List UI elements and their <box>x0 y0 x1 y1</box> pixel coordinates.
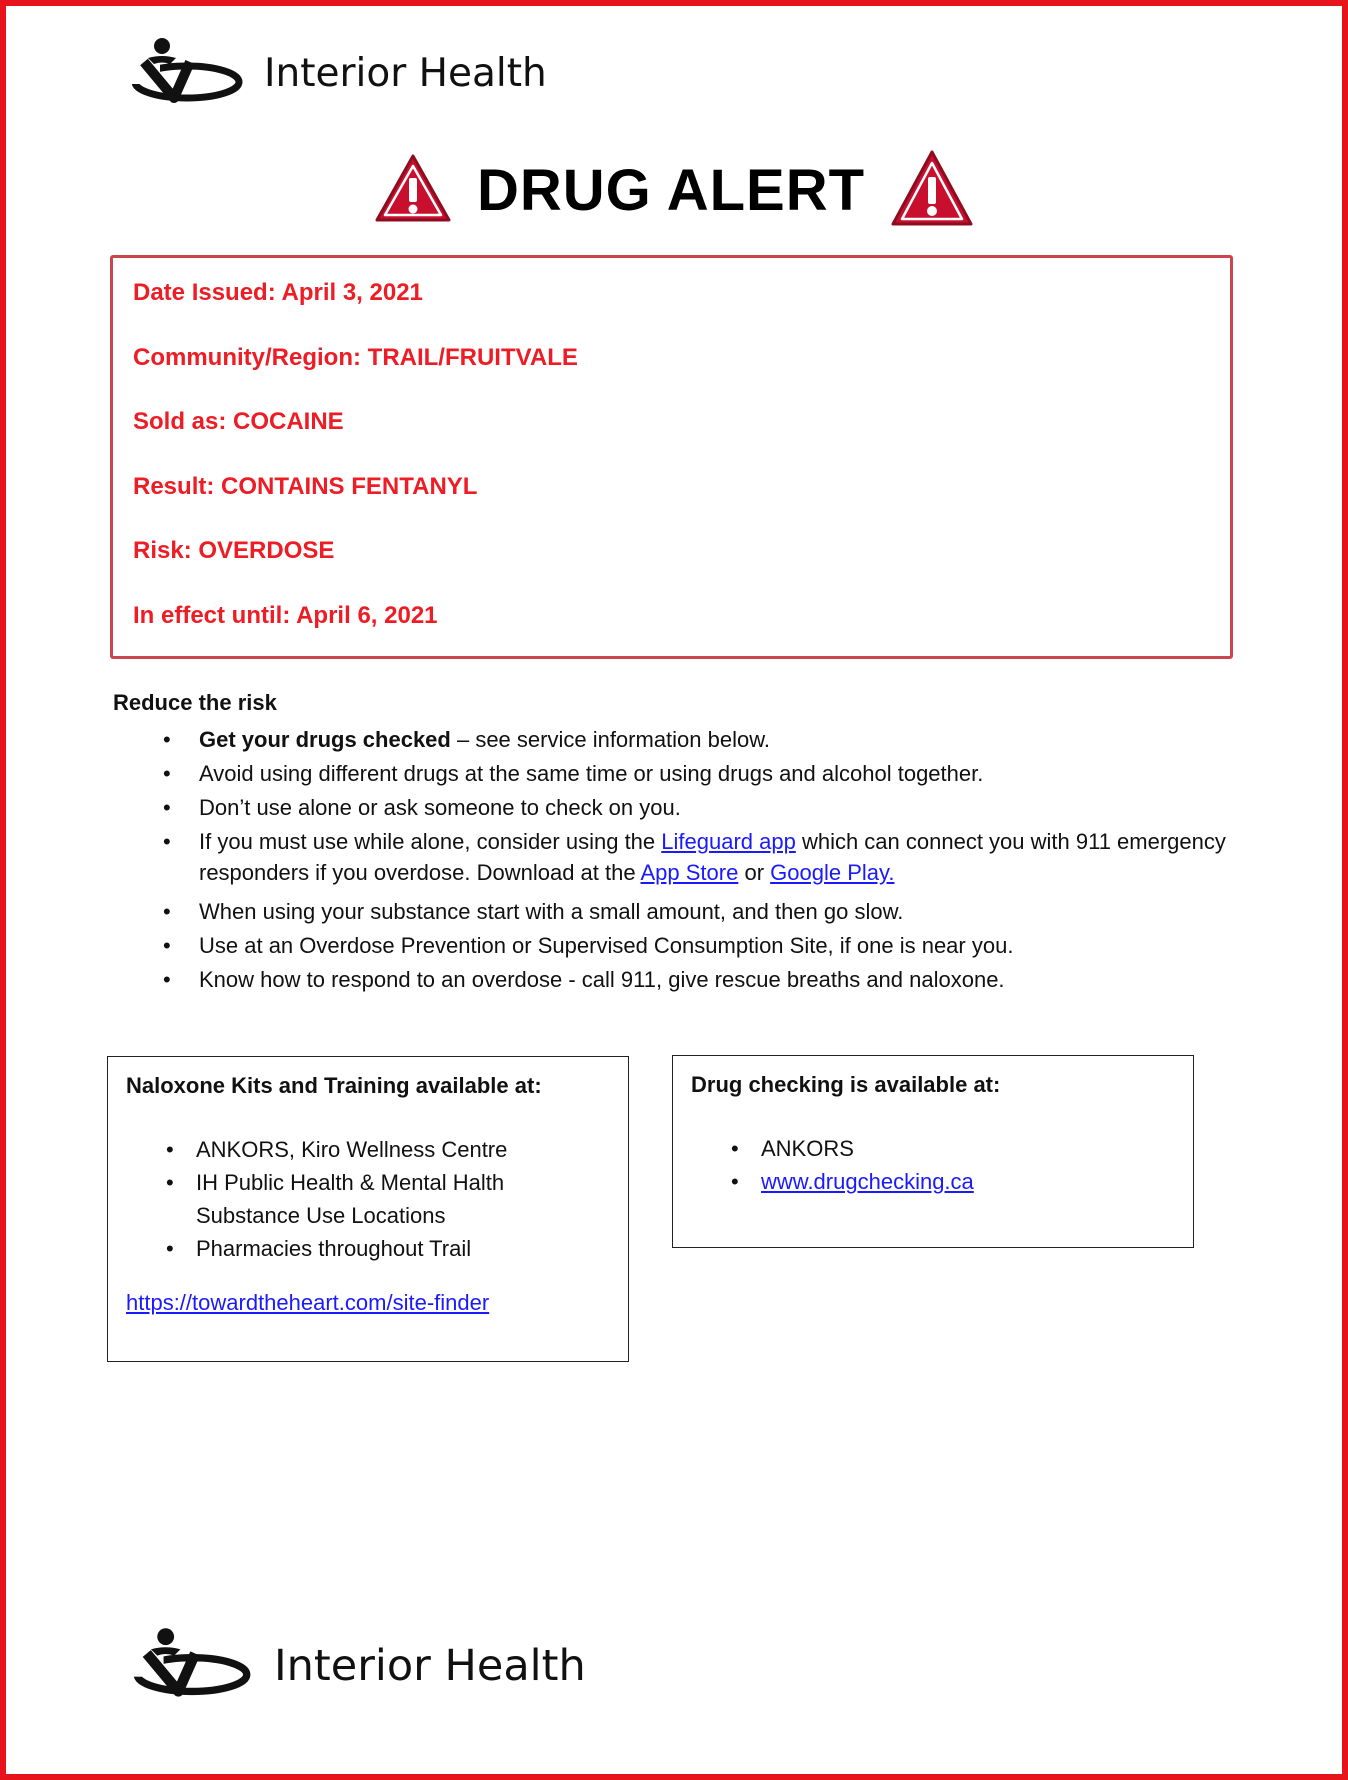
list-item <box>163 930 1243 961</box>
drug-checking-list <box>691 1132 1175 1198</box>
list-item <box>163 724 1243 755</box>
header-logo <box>130 36 547 111</box>
logo-wordmark: Interior Health <box>264 51 547 96</box>
list-item: • IH Public Health & Mental Halth Substance Use Locations <box>126 1166 610 1232</box>
warning-triangle-icon <box>373 152 453 229</box>
list-item: • Pharmacies throughout Trail <box>126 1232 610 1265</box>
list-item-text: Know how to respond to an overdose - call 911, give rescue breaths and naloxone. <box>199 967 1005 992</box>
interior-health-logo-icon <box>132 1626 252 1705</box>
google-play-link[interactable]: Google Play. <box>770 860 895 885</box>
list-item-text: Don’t use alone or ask someone to check on you. <box>199 795 681 820</box>
list-item-text: If you must use while alone, consider using the <box>199 829 662 854</box>
list-item-text: Avoid using different drugs at the same time or using drugs and alcohol together. <box>199 761 984 786</box>
naloxone-heading: Naloxone Kits and Training available at: <box>126 1073 542 1098</box>
risk: Risk: OVERDOSE <box>133 537 335 564</box>
site-finder-link[interactable]: https://towardtheheart.com/site-finder <box>126 1290 490 1315</box>
result: Result: CONTAINS FENTANYL <box>133 472 478 500</box>
list-item <box>163 896 1243 927</box>
list-item <box>163 964 1243 995</box>
drug-checking-box <box>672 1055 1194 1248</box>
lifeguard-app-link[interactable]: Lifeguard app <box>661 829 796 854</box>
reduce-risk-heading: Reduce the risk <box>113 690 277 715</box>
title-row <box>0 148 1348 233</box>
in-effect-until: In effect until: April 6, 2021 <box>133 601 438 629</box>
list-item-text: – see service information below. <box>450 727 771 752</box>
community-region: Community/Region: TRAIL/FRUITVALE <box>133 343 578 371</box>
list-item-text: or <box>738 860 771 885</box>
footer-logo <box>132 1626 586 1705</box>
list-item: • ANKORS, Kiro Wellness Centre <box>126 1133 610 1166</box>
reduce-risk-list <box>163 724 1243 998</box>
list-item-bold: Get your drugs checked <box>199 727 451 752</box>
list-item <box>163 792 1243 823</box>
naloxone-list <box>126 1133 610 1265</box>
list-item <box>163 758 1243 789</box>
sold-as: Sold as: COCAINE <box>133 408 344 435</box>
interior-health-logo-icon <box>130 36 244 111</box>
drugchecking-link[interactable]: www.drugchecking.ca <box>761 1169 974 1194</box>
list-item <box>691 1165 1175 1198</box>
logo-wordmark: Interior Health <box>274 1640 586 1691</box>
list-item <box>163 826 1243 888</box>
list-item-text: which can connect you with 911 emergency responders if you overdose. Download at the <box>199 829 1226 885</box>
page-title: DRUG ALERT <box>476 158 866 223</box>
app-store-link[interactable]: App Store <box>640 860 739 885</box>
date-issued: Date Issued: April 3, 2021 <box>133 279 423 306</box>
list-item-text: When using your substance start with a small amount, and then go slow. <box>199 899 904 924</box>
list-item: • ANKORS <box>691 1132 1175 1165</box>
naloxone-box <box>107 1056 629 1362</box>
alert-details-box <box>110 255 1233 659</box>
list-item-text: Use at an Overdose Prevention or Supervised Consumption Site, if one is near you. <box>199 933 1014 958</box>
drug-checking-heading: Drug checking is available at: <box>691 1072 1001 1097</box>
warning-triangle-icon <box>889 148 975 233</box>
